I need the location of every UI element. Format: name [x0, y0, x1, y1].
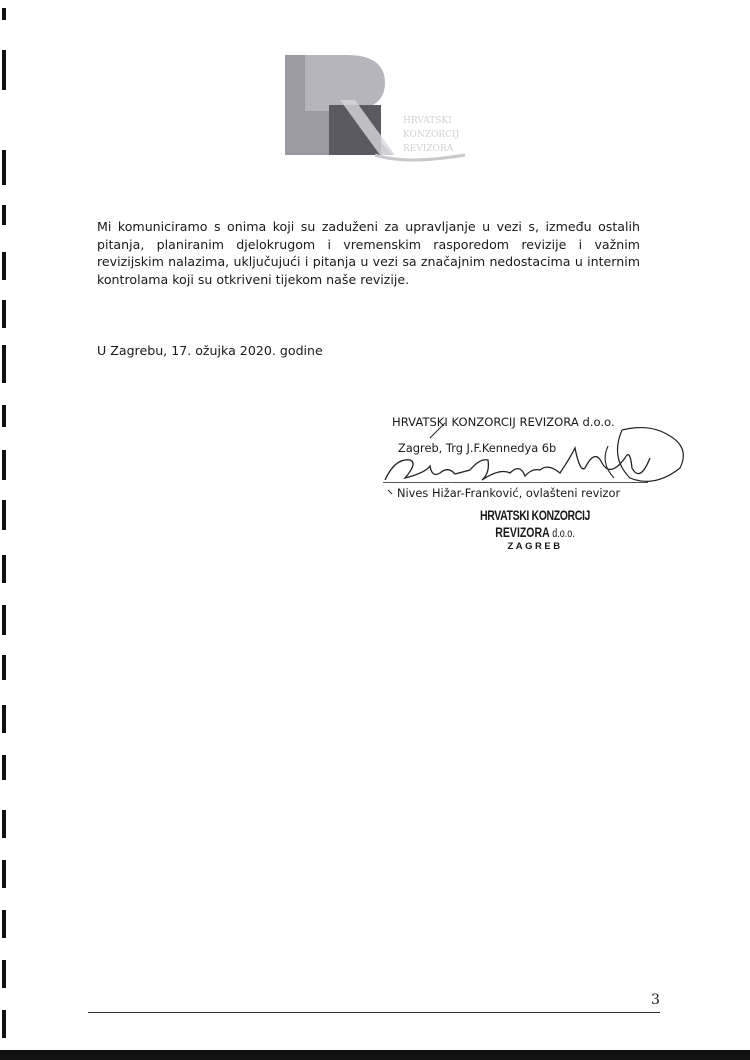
date-line: U Zagrebu, 17. ožujka 2020. godine — [97, 343, 323, 358]
stamp-line-3: ZAGREB — [507, 541, 563, 552]
page-number: 3 — [651, 992, 660, 1008]
scan-bottom-edge — [0, 1050, 750, 1060]
stamp-line-2 — [461, 525, 609, 540]
binding-edge — [0, 0, 22, 1060]
logo-tagline-3: REVIZORA — [403, 144, 454, 154]
handwritten-signature — [370, 418, 690, 498]
signature-address: Zagreb, Trg J.F.Kennedya 6b — [398, 441, 557, 455]
footer-rule — [88, 1012, 660, 1013]
signatory-name: Nives Hižar-Franković, ovlašteni revizor — [397, 486, 621, 500]
body-paragraph: Mi komuniciramo s onima koji su zaduženi za upravljanje u vezi s, između ostalih pitanja, planiranim djelokrugom i vremenskim rasporedom revizije i važnim revizijskim nalazima, uključujući i pitanja u vezi sa značajnim nedostacima u internim kontrolama koji su otkriveni tijekom naše revizije. — [97, 219, 640, 287]
logo-tagline-1: HRVATSKI — [403, 116, 452, 126]
company-logo — [285, 55, 475, 170]
stamp-line-2-main: REVIZORA — [495, 525, 550, 540]
logo-tagline-2: KONZORCIJ — [403, 130, 460, 140]
signature-company: HRVATSKI KONZORCIJ REVIZORA d.o.o. — [392, 415, 615, 429]
stamp-line-1: HRVATSKI KONZORCIJ — [479, 508, 590, 523]
company-stamp — [440, 508, 630, 552]
stamp-line-2-small: d.o.o. — [552, 528, 575, 540]
